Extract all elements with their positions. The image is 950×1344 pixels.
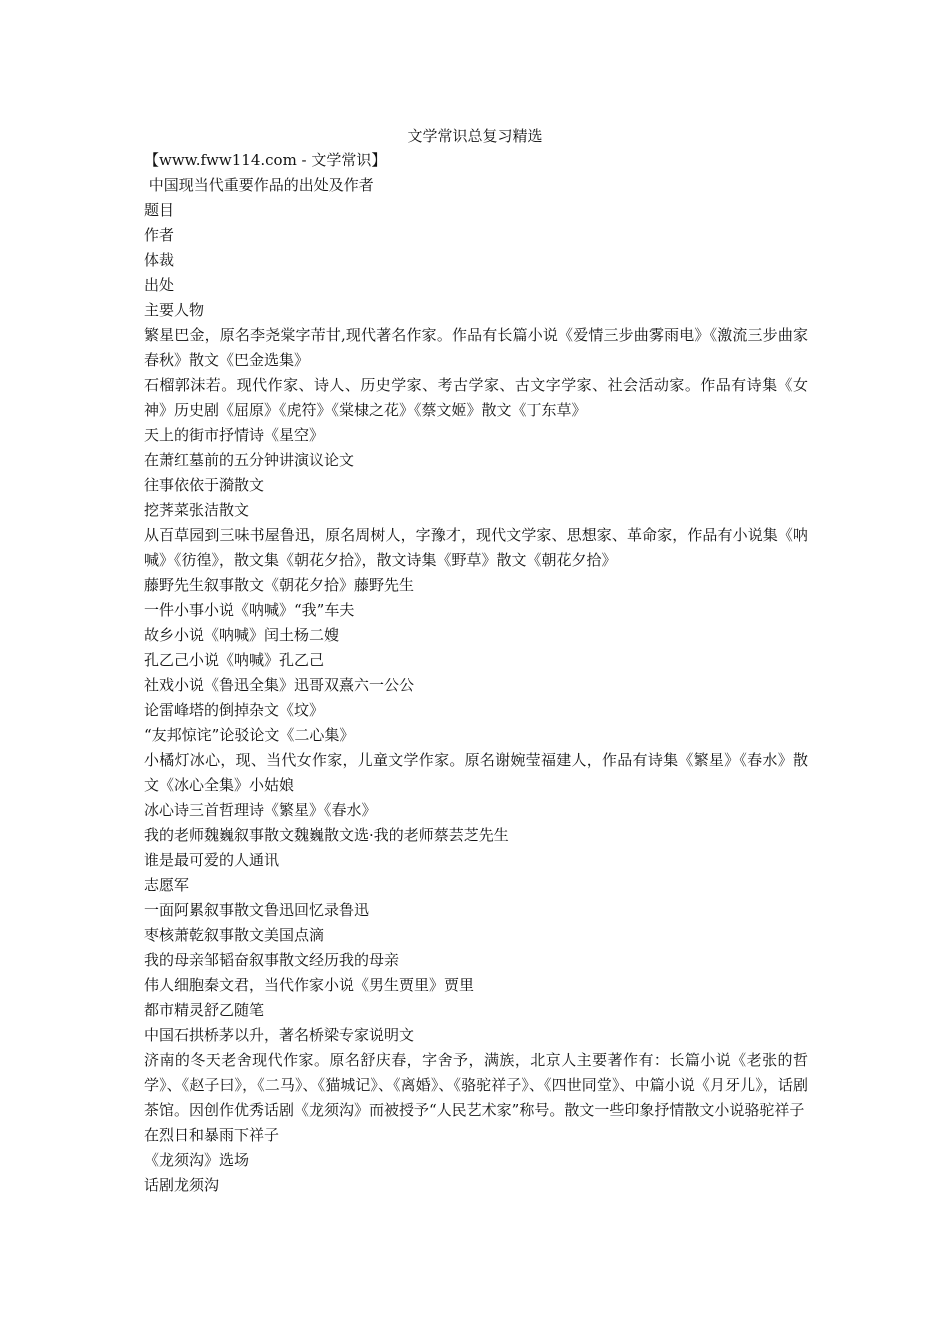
entry-line: 繁星巴金，原名李尧棠字芾甘,现代著名作家。作品有长篇小说《爱情三步曲雾雨电》《激流三步曲家春秋》散文《巴金选集》: [144, 326, 808, 369]
entry-line: 志愿军: [144, 876, 190, 894]
entry-line: 都市精灵舒乙随笔: [144, 1001, 265, 1019]
entry-line: 从百草园到三味书屋鲁迅，原名周树人，字豫才，现代文学家、思想家、革命家，作品有小说集《呐喊》《彷徨》，散文集《朝花夕拾》，散文诗集《野草》散文《朝花夕拾》: [144, 526, 808, 569]
entry-line: 《龙须沟》选场: [144, 1151, 250, 1169]
entry-line: 冰心诗三首哲理诗《繁星》《春水》: [144, 801, 377, 819]
entry-line: 天上的街市抒情诗《星空》: [144, 426, 325, 444]
document-body: [144, 148, 808, 1198]
entry-line: 济南的冬天老舍现代作家。原名舒庆春，字舍予，满族，北京人主要著作有：长篇小说《老张的哲学》、《赵子曰》，《二马》、《猫城记》、《离婚》、《骆驼祥子》、《四世同堂》、中篇小说《月牙儿》，话剧茶馆。因创作优秀话剧《龙须沟》而被授予“人民艺术家”称号。散文一些印象抒情散文小说骆驼祥子: [144, 1051, 808, 1119]
entry-line: 中国石拱桥茅以升，著名桥梁专家说明文: [144, 1026, 415, 1044]
subtitle: [144, 173, 808, 198]
column-header: 主要人物: [144, 301, 205, 319]
subtitle-text: 中国现当代重要作品的出处及作者: [148, 176, 374, 194]
entry-line: “友邦惊诧”论驳论文《二心集》: [144, 726, 355, 744]
entry-line: 伟人细胞秦文君，当代作家小说《男生贾里》贾里: [144, 976, 475, 994]
entry-line: 石榴郭沫若。现代作家、诗人、历史学家、考古学家、古文字学家、社会活动家。作品有诗集《女神》历史剧《屈原》《虎符》《棠棣之花》《蔡文姬》散文《丁东草》: [144, 376, 808, 419]
entry-line: 小橘灯冰心，现、当代女作家，儿童文学作家。原名谢婉莹福建人，作品有诗集《繁星》《春水》散文《冰心全集》小姑娘: [144, 751, 808, 794]
entry-line: 挖荠菜张洁散文: [144, 501, 250, 519]
entry-line: 话剧龙须沟: [144, 1176, 220, 1194]
entry-line: 孔乙己小说《呐喊》孔乙己: [144, 651, 325, 669]
entry-line: 往事依依于漪散文: [144, 476, 265, 494]
entry-line: 社戏小说《鲁迅全集》迅哥双熹六一公公: [144, 676, 415, 694]
entry-line: 在萧红墓前的五分钟讲演议论文: [144, 451, 355, 469]
entry-line: 我的老师魏巍叙事散文魏巍散文选·我的老师蔡芸芝先生: [144, 826, 509, 844]
entry-line: 论雷峰塔的倒掉杂文《坟》: [144, 701, 325, 719]
entry-line: 在烈日和暴雨下祥子: [144, 1126, 280, 1144]
source-tag: 【www.fww114.com - 文学常识】: [144, 151, 387, 169]
entry-line: 一件小事小说《呐喊》“我”车夫: [144, 601, 355, 619]
column-header: 体裁: [144, 251, 175, 269]
document-title: 文学常识总复习精选: [407, 127, 543, 145]
entry-line: 一面阿累叙事散文鲁迅回忆录鲁迅: [144, 901, 370, 919]
entry-line: 枣核萧乾叙事散文美国点滴: [144, 926, 325, 944]
column-header: 作者: [144, 226, 175, 244]
column-header: 出处: [144, 276, 175, 294]
entry-line: 故乡小说《呐喊》闰土杨二嫂: [144, 626, 340, 644]
entry-line: 我的母亲邹韬奋叙事散文经历我的母亲: [144, 951, 400, 969]
entry-line: 谁是最可爱的人通讯: [144, 851, 280, 869]
entry-line: 藤野先生叙事散文《朝花夕拾》藤野先生: [144, 576, 415, 594]
column-header: 题目: [144, 201, 175, 219]
